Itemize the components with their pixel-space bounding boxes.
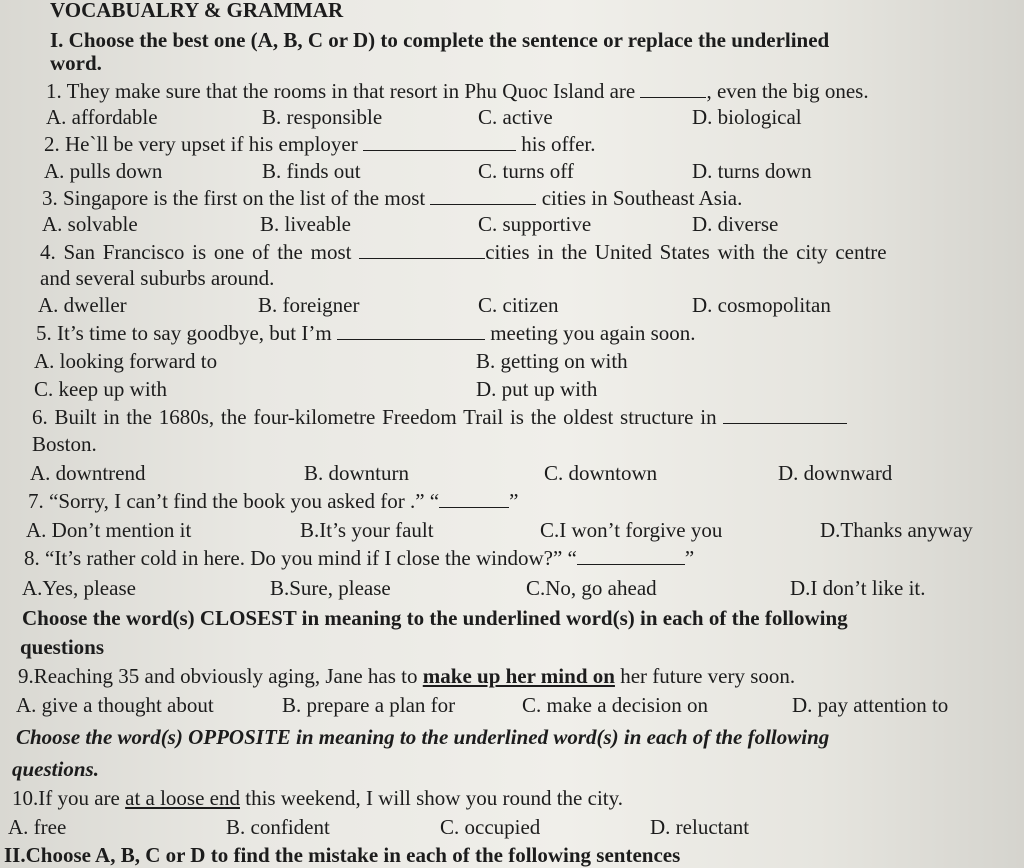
q10-option-b: B. confident: [226, 815, 330, 839]
opposite-instruction-line1: Choose the word(s) OPPOSITE in meaning to the underlined word(s) in each of the following: [16, 725, 830, 749]
q6-option-a: A. downtrend: [30, 461, 146, 485]
question-10-text-pre: 10.If you are: [12, 786, 126, 810]
question-8-text-post: ”: [684, 546, 695, 570]
answer-blank: [640, 79, 706, 98]
question-4-text-pre: 4. San Francisco is one of the most: [40, 240, 360, 264]
q1-option-c: C. active: [478, 105, 553, 129]
q5-option-d: D. put up with: [476, 377, 598, 401]
question-10-underlined-phrase: at a loose end: [125, 786, 240, 810]
answer-blank: [723, 405, 847, 424]
q3-option-d: D. diverse: [692, 212, 779, 236]
question-10-text-post: this weekend, I will show you round the city.: [240, 786, 623, 810]
question-9: [18, 663, 795, 689]
question-3: [42, 185, 742, 211]
question-6-text-pre: 6. Built in the 1680s, the four-kilometre Freedom Trail is the oldest structure in: [32, 405, 724, 429]
closest-instruction-line2: questions: [20, 635, 105, 659]
question-2: [44, 131, 596, 157]
q9-option-b: B. prepare a plan for: [282, 693, 456, 717]
q8-option-b: B.Sure, please: [270, 576, 391, 600]
question-5: [36, 320, 696, 346]
answer-blank: [430, 186, 536, 205]
q8-option-d: D.I don’t like it.: [790, 576, 926, 600]
closest-instruction-line1: Choose the word(s) CLOSEST in meaning to the underlined word(s) in each of the following: [22, 606, 848, 630]
q9-option-d: D. pay attention to: [792, 693, 949, 717]
q7-option-c: C.I won’t forgive you: [540, 518, 723, 542]
question-9-text-pre: 9.Reaching 35 and obviously aging, Jane has to: [18, 664, 423, 688]
q1-option-d: D. biological: [692, 105, 802, 129]
q6-option-c: C. downtown: [544, 461, 658, 485]
question-6: [32, 404, 847, 430]
q7-option-a: A. Don’t mention it: [26, 518, 192, 542]
question-2-text-pre: 2. He`ll be very upset if his employer: [44, 132, 363, 156]
q1-option-a: A. affordable: [46, 105, 158, 129]
q7-option-d: D.Thanks anyway: [820, 518, 973, 542]
q9-option-c: C. make a decision on: [522, 693, 709, 717]
question-1: [46, 78, 869, 104]
q1-option-b: B. responsible: [262, 105, 383, 129]
q3-option-a: A. solvable: [42, 212, 138, 236]
q10-option-c: C. occupied: [440, 815, 541, 839]
part2-instruction-cutoff: II.Choose A, B, C or D to find the mistake in each of the following sentences: [4, 843, 681, 867]
part1-instruction-line2: word.: [50, 51, 102, 75]
question-10: [12, 785, 623, 811]
question-4: [40, 239, 887, 265]
question-2-text-post: his offer.: [516, 132, 596, 156]
q3-option-b: B. liveable: [260, 212, 351, 236]
question-9-text-post: her future very soon.: [614, 664, 796, 688]
question-7: [28, 488, 518, 514]
answer-blank: [363, 132, 516, 151]
q5-option-a: A. looking forward to: [34, 349, 218, 373]
question-3-text-post: cities in Southeast Asia.: [536, 186, 743, 210]
q2-option-d: D. turns down: [692, 159, 812, 183]
question-1-text-pre: 1. They make sure that the rooms in that resort in Phu Quoc Island are: [46, 79, 641, 103]
section-title: VOCABUALRY & GRAMMAR: [50, 0, 344, 22]
q4-option-c: C. citizen: [478, 293, 559, 317]
answer-blank: [337, 321, 485, 340]
answer-blank: [439, 489, 509, 508]
q2-option-a: A. pulls down: [44, 159, 163, 183]
part1-instruction-line1: I. Choose the best one (A, B, C or D) to complete the sentence or replace the underlined: [50, 28, 830, 52]
question-8-text-pre: 8. “It’s rather cold in here. Do you mind if I close the window?” “: [24, 546, 577, 570]
q4-option-d: D. cosmopolitan: [692, 293, 831, 317]
question-5-text-post: meeting you again soon.: [484, 321, 696, 345]
question-5-text-pre: 5. It’s time to say goodbye, but I’m: [36, 321, 337, 345]
answer-blank: [577, 546, 685, 565]
q5-option-b: B. getting on with: [476, 349, 628, 373]
q10-option-a: A. free: [8, 815, 67, 839]
q3-option-c: C. supportive: [478, 212, 592, 236]
question-8: [24, 545, 694, 571]
q5-option-c: C. keep up with: [34, 377, 167, 401]
q8-option-c: C.No, go ahead: [526, 576, 657, 600]
q2-option-c: C. turns off: [478, 159, 574, 183]
question-7-text-post: ”: [509, 489, 519, 513]
q2-option-b: B. finds out: [262, 159, 361, 183]
q9-option-a: A. give a thought about: [16, 693, 214, 717]
question-4-continuation: and several suburbs around.: [40, 266, 275, 290]
question-3-text-pre: 3. Singapore is the first on the list of the most: [42, 186, 431, 210]
question-4-text-post: cities in the United States with the city centre: [485, 240, 887, 264]
question-9-underlined-phrase: make up her mind on: [422, 664, 615, 688]
q6-option-b: B. downturn: [304, 461, 409, 485]
answer-blank: [359, 240, 485, 259]
question-1-text-post: , even the big ones.: [706, 79, 869, 103]
question-6-continuation: Boston.: [32, 432, 97, 456]
q10-option-d: D. reluctant: [650, 815, 750, 839]
q4-option-b: B. foreigner: [258, 293, 360, 317]
question-7-text-pre: 7. “Sorry, I can’t find the book you asked for .” “: [28, 489, 440, 513]
opposite-instruction-line2: questions.: [12, 757, 99, 781]
q6-option-d: D. downward: [778, 461, 893, 485]
q7-option-b: B.It’s your fault: [300, 518, 434, 542]
q8-option-a: A.Yes, please: [22, 576, 136, 600]
q4-option-a: A. dweller: [38, 293, 127, 317]
